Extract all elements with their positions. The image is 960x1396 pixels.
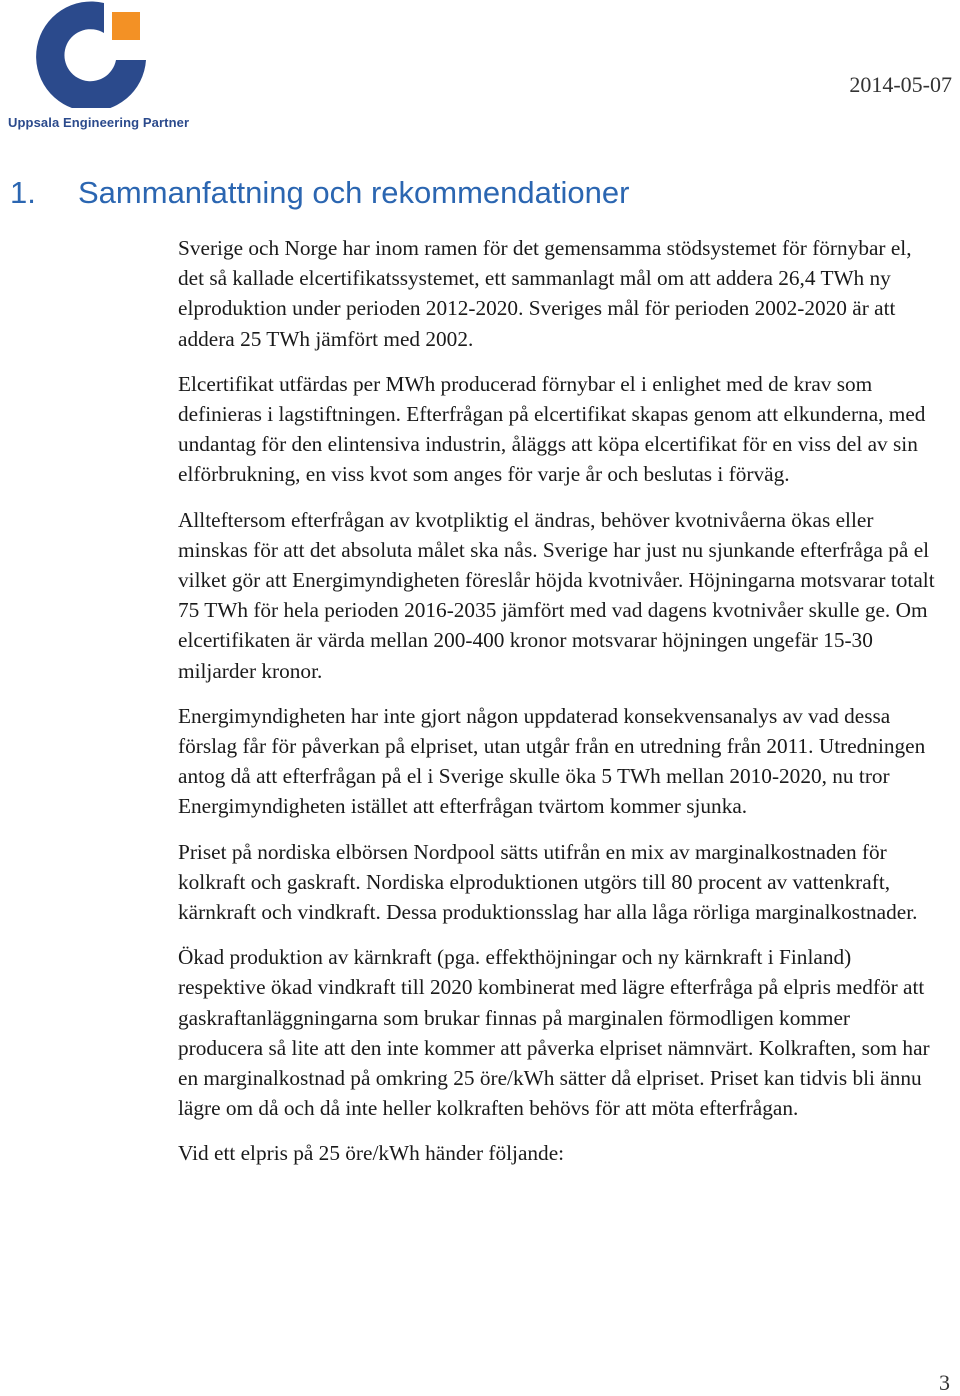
paragraph: Vid ett elpris på 25 öre/kWh händer följande:: [178, 1141, 565, 1166]
company-logo: [6, 0, 190, 135]
page-number: 3: [939, 1370, 950, 1395]
section-heading: [10, 175, 629, 211]
paragraph: Priset på nordiska elbörsen Nordpool sätts utifrån en mix av marginalkostnaden för kolkraft och gaskraft. Nordiska elproduktionen utgörs till 80 procent av vattenkraft, kärnkraft och vindkraft. Dessa produktionsslag har alla låga rörliga marginalkostnader.: [178, 839, 918, 925]
section-title: Sammanfattning och rekommendationer: [78, 175, 630, 210]
paragraph: Energimyndigheten har inte gjort någon uppdaterad konsekvensanalys av vad dessa förslag får för påverkan på elpriset, utan utgår från en utredning från 2011. Utredningen antog då att efterfrågan på el i Sverige skulle öka 5 TWh mellan 2010-2020, nu tror Energimyndigheten istället att efterfrågan tvärtom kommer sjunka.: [178, 703, 926, 819]
document-date: 2014-05-07: [849, 72, 952, 97]
logo-text: Uppsala Engineering Partner: [8, 115, 190, 130]
document-body: [178, 233, 938, 1169]
section-number: 1.: [10, 175, 36, 210]
paragraph: Allteftersom efterfrågan av kvotpliktig el ändras, behöver kvotnivåerna ökas eller minskas för att det absoluta målet ska nås. Sverige har just nu sjunkande efterfråga på el vilket gör att Energimyndigheten föreslår höjda kvotnivåer. Höjningarna motsvarar totalt 75 TWh för hela perioden 2016-2035 jämfört med vad dagens kvotnivåer skulle ge. Om elcertifikaten är värda mellan 200-400 kronor motsvarar höjningen ungefär 15-30 miljarder kronor.: [178, 507, 935, 683]
paragraph: Elcertifikat utfärdas per MWh producerad förnybar el i enlighet med de krav som definieras i lagstiftningen. Efterfrågan på elcertifikat skapas genom att elkunderna, med undantag för den elintensiva industrin, åläggs att köpa elcertifikat för en viss del av sin elförbrukning, en viss kvot som anges för varje år och beslutas i förväg.: [178, 371, 926, 487]
paragraph: Ökad produktion av kärnkraft (pga. effekthöjningar och ny kärnkraft i Finland) respektive ökad vindkraft till 2020 kombinerat med lägre efterfråga på elpris medför att gaskraftanläggningarna som brukar finnas på marginalen förmodligen kommer producera så lite att den inte kommer att påverka elpriset nämnvärt. Kolkraften, som har en marginalkostnad på omkring 25 öre/kWh sätter då elpriset. Priset kan tidvis bli ännu lägre om då och då inte heller kolkraften behövs för att möta efterfrågan.: [178, 945, 930, 1121]
uep-logo-icon: [32, 0, 150, 108]
paragraph: Sverige och Norge har inom ramen för det gemensamma stödsystemet för förnybar el, det så kallade elcertifikatssystemet, ett sammanlagt mål om att addera 26,4 TWh ny elproduktion under perioden 2012-2020. Sveriges mål för perioden 2002-2020 är att addera 25 TWh jämfört med 2002.: [178, 236, 912, 351]
